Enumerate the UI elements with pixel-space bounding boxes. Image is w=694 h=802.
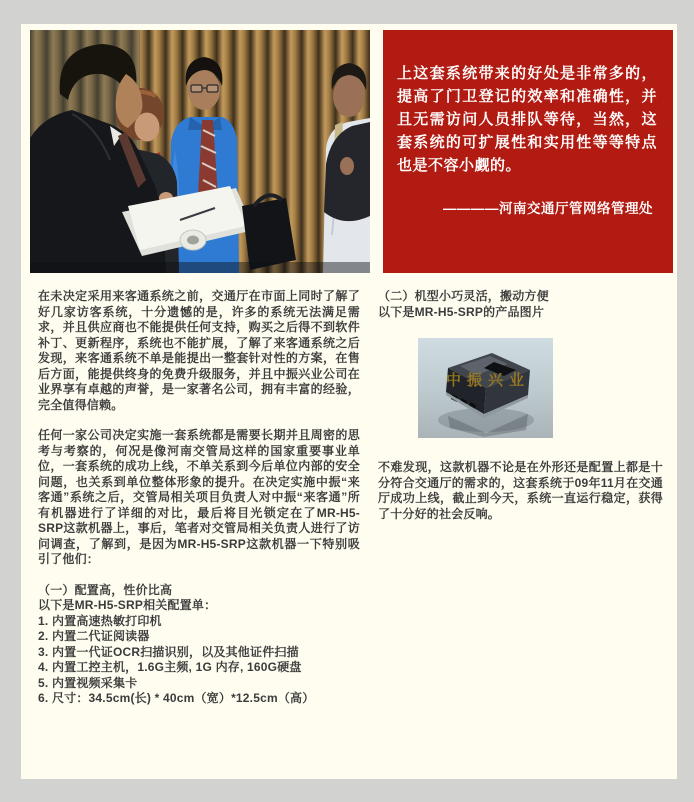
testimonial-text: 上这套系统带来的好处是非常多的，提高了门卫登记的效率和准确性，并且无需访问人员排队等待，当然，这套系统的可扩展性和实用性等等特点也是不容小觑的。 — [397, 65, 657, 174]
section-1-heading: （一）配置高，性价比高 — [38, 582, 173, 597]
spec-item: 6. 尺寸：34.5cm(长) * 40cm（宽）*12.5cm（高） — [38, 691, 315, 705]
section-2-heading: （二）机型小巧灵活，搬动方便 — [378, 289, 549, 303]
product-image-mr-h5-srp — [418, 338, 553, 438]
right-paragraph: 不难发现，这款机器不论是在外形还是配置上都是十分符合交通厅的需求的，这套系统于09年11月在交通厅成功上线，截止到今天，系统一直运行稳定，获得了十分好的社会反响。 — [378, 460, 663, 521]
product-render — [418, 338, 553, 438]
left-paragraph-2: 任何一家公司决定实施一套系统都是需要长期并且周密的思考与考察的，何况是像河南交管局这样的国家重要事业单位，一套系统的成功上线，不单关系到今后单位内部的安全问题，也关系到单位整体形象的提升。在决定实施中振“来客通”系统之后，交管局相关项目负责人对中振“来客通”所有机器进行了详细的对比，最后将目光锁定在了MR-H5-SRP这款机器上，事后，笔者对交管局相关负责人进行了访问调查，了解到，是因为MR-H5-SRP这款机器一下特别吸引了他们： — [38, 428, 360, 566]
left-paragraph-1: 在未决定采用来客通系统之前，交通厅在市面上同时了解了好几家访客系统，十分遗憾的是，许多的系统无法满足需求，并且供应商也不能提供任何支持，购买之后得不到软件补丁、更新程序，系统也不能扩展，了解了来客通系统之后发现，来客通系统不单是能提出一整套针对性的方案，在售后方面，能提供终身的免费升级服务，并且中振兴业公司在业界享有卓越的声誉，是一家著名公司，拥有丰富的经验，完全值得信赖。 — [38, 289, 360, 412]
section-2-subheading: 以下是MR-H5-SRP的产品图片 — [378, 304, 545, 319]
business-people-photo — [30, 30, 370, 273]
left-column — [38, 289, 360, 707]
right-column — [378, 289, 663, 537]
watermark-text: 中振兴业 — [446, 372, 531, 389]
spec-item: 3. 内置一代证OCR扫描识别，以及其他证件扫描 — [38, 644, 299, 659]
testimonial-attribution: ————河南交通厅管网络管理处 — [443, 201, 653, 216]
business-people-photo-art — [30, 30, 370, 273]
section-1-subheading: 以下是MR-H5-SRP相关配置单： — [38, 598, 217, 612]
spec-item: 2. 内置二代证阅读器 — [38, 629, 150, 643]
testimonial-box — [383, 30, 673, 273]
spec-list — [38, 614, 360, 707]
spec-item: 5. 内置视频采集卡 — [38, 675, 138, 690]
brochure-page — [21, 24, 677, 779]
spec-item: 1. 内置高速热敏打印机 — [38, 613, 162, 628]
spec-item: 4. 内置工控主机，1.6G主频, 1G 内存, 160G硬盘 — [38, 660, 302, 674]
